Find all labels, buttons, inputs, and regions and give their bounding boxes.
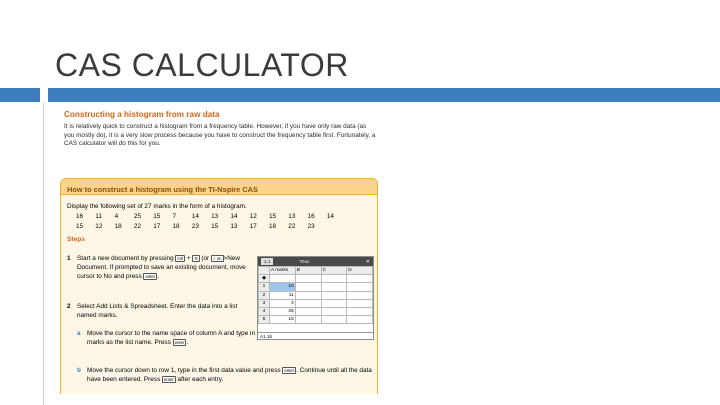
- task-prompt: Display the following set of 27 marks in the form of a histogram.: [67, 203, 247, 210]
- row-number: 3: [259, 299, 270, 307]
- mark-value: 15: [211, 223, 219, 230]
- mark-value: 7: [172, 213, 177, 220]
- mark-value: 15: [153, 213, 161, 220]
- formula-row-label: ◆: [259, 275, 270, 283]
- mark-value: 14: [230, 213, 238, 220]
- slide-title: CAS CALCULATOR: [55, 47, 349, 83]
- table-cell[interactable]: [295, 307, 321, 315]
- close-icon[interactable]: ✕: [365, 258, 370, 265]
- sub-step-text-part: Move the cursor down to row 1, type in the first data value and press: [87, 367, 281, 374]
- table-cell[interactable]: [295, 275, 321, 283]
- column-d-header[interactable]: D: [347, 267, 373, 275]
- enter-key-icon: enter: [163, 376, 174, 382]
- table-cell[interactable]: [295, 283, 321, 291]
- mark-value: 22: [288, 223, 296, 230]
- divider-bar: [48, 88, 720, 102]
- table-cell[interactable]: [347, 291, 373, 299]
- table-row: [259, 291, 373, 299]
- table-cell[interactable]: [347, 275, 373, 283]
- left-rule: [43, 103, 44, 405]
- mark-value: 13: [230, 223, 238, 230]
- table-cell[interactable]: [270, 275, 296, 283]
- sub-step-label: a: [77, 330, 81, 337]
- row-number: 4: [259, 307, 270, 315]
- step-text-part: (or: [199, 255, 210, 262]
- sub-step-text-part: Move the cursor to the name space of column A and type in marks as the list name. Press: [87, 330, 256, 346]
- row-number: 2: [259, 291, 270, 299]
- table-cell[interactable]: [321, 299, 347, 307]
- table-cell[interactable]: [347, 316, 373, 324]
- mark-value: 23: [191, 223, 199, 230]
- table-cell[interactable]: 11: [270, 291, 296, 299]
- table-cell[interactable]: [347, 283, 373, 291]
- spreadsheet-header-row: [259, 267, 373, 275]
- divider-block: [0, 88, 40, 102]
- mark-value: 16: [76, 213, 84, 220]
- step-number: 1: [67, 255, 71, 262]
- table-cell[interactable]: [347, 307, 373, 315]
- cell-status-bar: A1 16: [258, 332, 373, 339]
- mark-value: 4: [114, 213, 119, 220]
- sub-step-text-part: after each entry.: [175, 376, 224, 383]
- mark-value: 23: [307, 223, 315, 230]
- mark-value: 12: [95, 223, 103, 230]
- ctrl-key-icon: ctrl: [177, 255, 184, 261]
- mark-value: 12: [249, 213, 257, 220]
- step-text: Select Add Lists & Spreadsheet. Enter the data into a list named marks.: [77, 303, 238, 319]
- table-row: [259, 283, 373, 291]
- marks-row-2: [76, 223, 377, 230]
- table-cell[interactable]: [321, 307, 347, 315]
- table-cell[interactable]: [321, 291, 347, 299]
- spreadsheet-formula-row: [259, 275, 373, 283]
- spreadsheet: [258, 266, 373, 324]
- section-heading: Constructing a histogram from raw data: [64, 110, 220, 119]
- table-row: [259, 307, 373, 315]
- step-2: [67, 302, 249, 320]
- calculator-tab-bar: [258, 257, 373, 266]
- column-b-header[interactable]: B: [295, 267, 321, 275]
- textbook-excerpt: [60, 110, 378, 149]
- step-text-part: .: [157, 273, 160, 280]
- table-cell[interactable]: [347, 299, 373, 307]
- marks-row-1: [76, 213, 377, 220]
- document-name: *Doc: [299, 259, 310, 264]
- n-key-icon: N: [194, 255, 198, 261]
- step-text: [77, 254, 249, 281]
- mark-value: 15: [76, 223, 84, 230]
- table-row: [259, 316, 373, 324]
- mark-value: 14: [326, 213, 334, 220]
- instruction-box-title: How to construct a histogram using the TI-Nspire CAS: [67, 185, 258, 194]
- mark-value: 22: [133, 223, 141, 230]
- mark-value: 17: [249, 223, 257, 230]
- table-cell[interactable]: 16: [270, 283, 296, 291]
- step-text-part: +: [185, 255, 193, 262]
- mark-value: 18: [172, 223, 180, 230]
- mark-value: 16: [307, 213, 315, 220]
- sub-step-text: [87, 366, 373, 384]
- table-cell[interactable]: 15: [270, 316, 296, 324]
- steps-label: Steps: [67, 236, 85, 243]
- mark-value: 17: [153, 223, 161, 230]
- mark-value: 13: [211, 213, 219, 220]
- mark-value: 25: [133, 213, 141, 220]
- table-cell[interactable]: [321, 283, 347, 291]
- mark-value: 13: [288, 213, 296, 220]
- intro-paragraph: It is relatively quick to construct a histogram from a frequency table. However, if you have only raw data (as you mostly do), it is a very slow process because you have to construct the frequency table first. Fortunately, a CAS calculator will do this for you.: [64, 123, 376, 148]
- step-2b: [77, 366, 373, 384]
- instruction-box-header: [61, 179, 377, 195]
- sub-step-text-part: .: [186, 339, 189, 346]
- sub-step-text: [87, 329, 257, 347]
- mark-value: 15: [268, 213, 277, 220]
- home-key-icon: ⌂ on: [212, 255, 222, 261]
- step-text-part: Start a new document by pressing: [77, 255, 174, 262]
- tab-1-1[interactable]: 1.1: [261, 258, 273, 265]
- table-cell[interactable]: [321, 316, 347, 324]
- step-text-part: >New Document. If prompted to save an existing document, move cursor to No and press: [77, 255, 246, 280]
- step-1: [67, 254, 249, 281]
- row-number: 1: [259, 283, 270, 291]
- mark-value: 11: [95, 213, 102, 220]
- table-cell[interactable]: [295, 316, 321, 324]
- mark-value: 18: [268, 223, 277, 230]
- corner-cell: [259, 267, 270, 275]
- enter-key-icon: enter: [145, 273, 156, 279]
- step-number: 2: [67, 303, 71, 310]
- column-c-header[interactable]: C: [321, 267, 347, 275]
- sub-step-text-part: . Continue until all the data have been entered. Press: [87, 367, 372, 383]
- step-2a: [77, 329, 257, 347]
- mark-value: 18: [114, 223, 122, 230]
- table-cell[interactable]: [295, 299, 321, 307]
- mark-value: 14: [191, 213, 199, 220]
- table-cell[interactable]: 25: [270, 307, 296, 315]
- enter-key-icon: enter: [174, 339, 185, 345]
- column-a-header[interactable]: A marks: [270, 267, 296, 275]
- enter-key-icon: enter: [284, 367, 295, 373]
- table-cell[interactable]: [295, 291, 321, 299]
- sub-step-label: b: [77, 367, 81, 374]
- table-cell[interactable]: [321, 275, 347, 283]
- table-cell[interactable]: 4: [270, 299, 296, 307]
- row-number: 5: [259, 316, 270, 324]
- calculator-screen: [257, 256, 374, 340]
- table-row: [259, 299, 373, 307]
